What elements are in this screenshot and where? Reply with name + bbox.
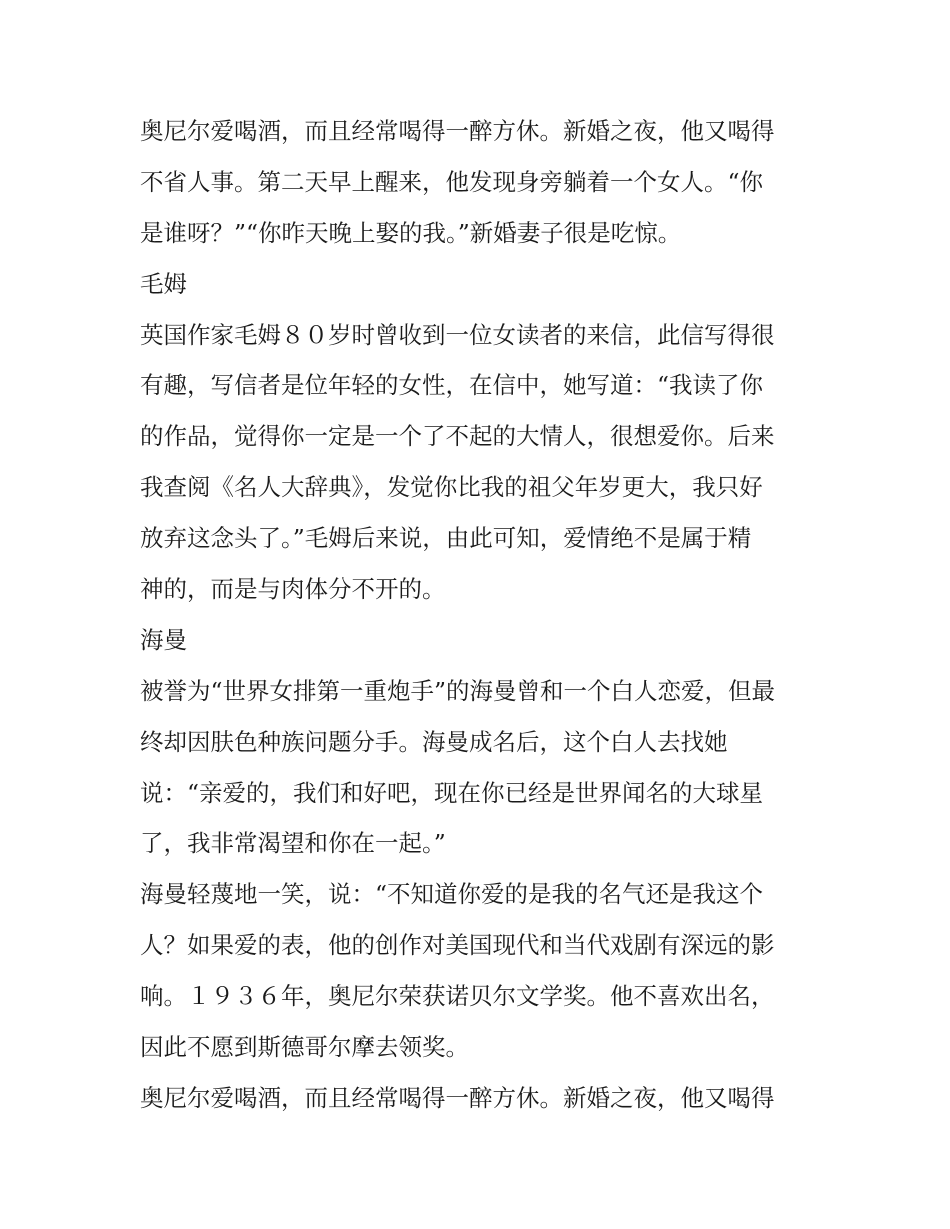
text-line-17: 人？如果爱的表，他的创作对美国现代和当代戏剧有深远的影	[140, 931, 775, 960]
text-line-18: 响。１９３６年，奥尼尔荣获诺贝尔文学奖。他不喜欢出名，	[140, 982, 775, 1011]
text-line-6: 有趣，写信者是位年轻的女性，在信中，她写道：“我读了你	[140, 371, 764, 400]
text-line-16: 海曼轻蔑地一笑，说：“不知道你爱的是我的名气还是我这个	[140, 880, 764, 909]
text-line-7: 的作品，觉得你一定是一个了不起的大情人，很想爱你。后来	[140, 422, 775, 451]
section-heading-hyman: 海曼	[140, 625, 187, 654]
text-line-1: 奥尼尔爱喝酒，而且经常喝得一醉方休。新婚之夜，他又喝得	[140, 117, 775, 145]
text-line-5: 英国作家毛姆８０岁时曾收到一位女读者的来信，此信写得很	[140, 320, 775, 349]
text-line-12: 被誉为“世界女排第一重炮手”的海曼曾和一个白人恋爱，但最	[140, 676, 776, 705]
text-line-10: 神的，而是与肉体分不开的。	[140, 575, 446, 604]
text-line-15: 了，我非常渴望和你在一起。”	[140, 829, 446, 858]
text-line-19: 因此不愿到斯德哥尔摩去领奖。	[140, 1033, 469, 1062]
text-line-2: 不省人事。第二天早上醒来，他发现身旁躺着一个女人。“你	[140, 167, 764, 196]
text-line-8: 我查阅《名人大辞典》，发觉你比我的祖父年岁更大，我只好	[140, 473, 763, 502]
section-heading-maugham: 毛姆	[140, 269, 187, 298]
text-line-9: 放弃这念头了。”毛姆后来说，由此可知，爱情绝不是属于精	[140, 524, 752, 553]
text-line-3: 是谁呀？”“你昨天晚上娶的我。”新婚妻子很是吃惊。	[140, 218, 682, 247]
text-line-14: 说：“亲爱的，我们和好吧，现在你已经是世界闻名的大球星	[140, 778, 764, 807]
text-line-13: 终却因肤色种族问题分手。海曼成名后，这个白人去找她	[140, 727, 728, 756]
text-line-20: 奥尼尔爱喝酒，而且经常喝得一醉方休。新婚之夜，他又喝得	[140, 1083, 775, 1112]
document-text	[140, 106, 820, 1124]
